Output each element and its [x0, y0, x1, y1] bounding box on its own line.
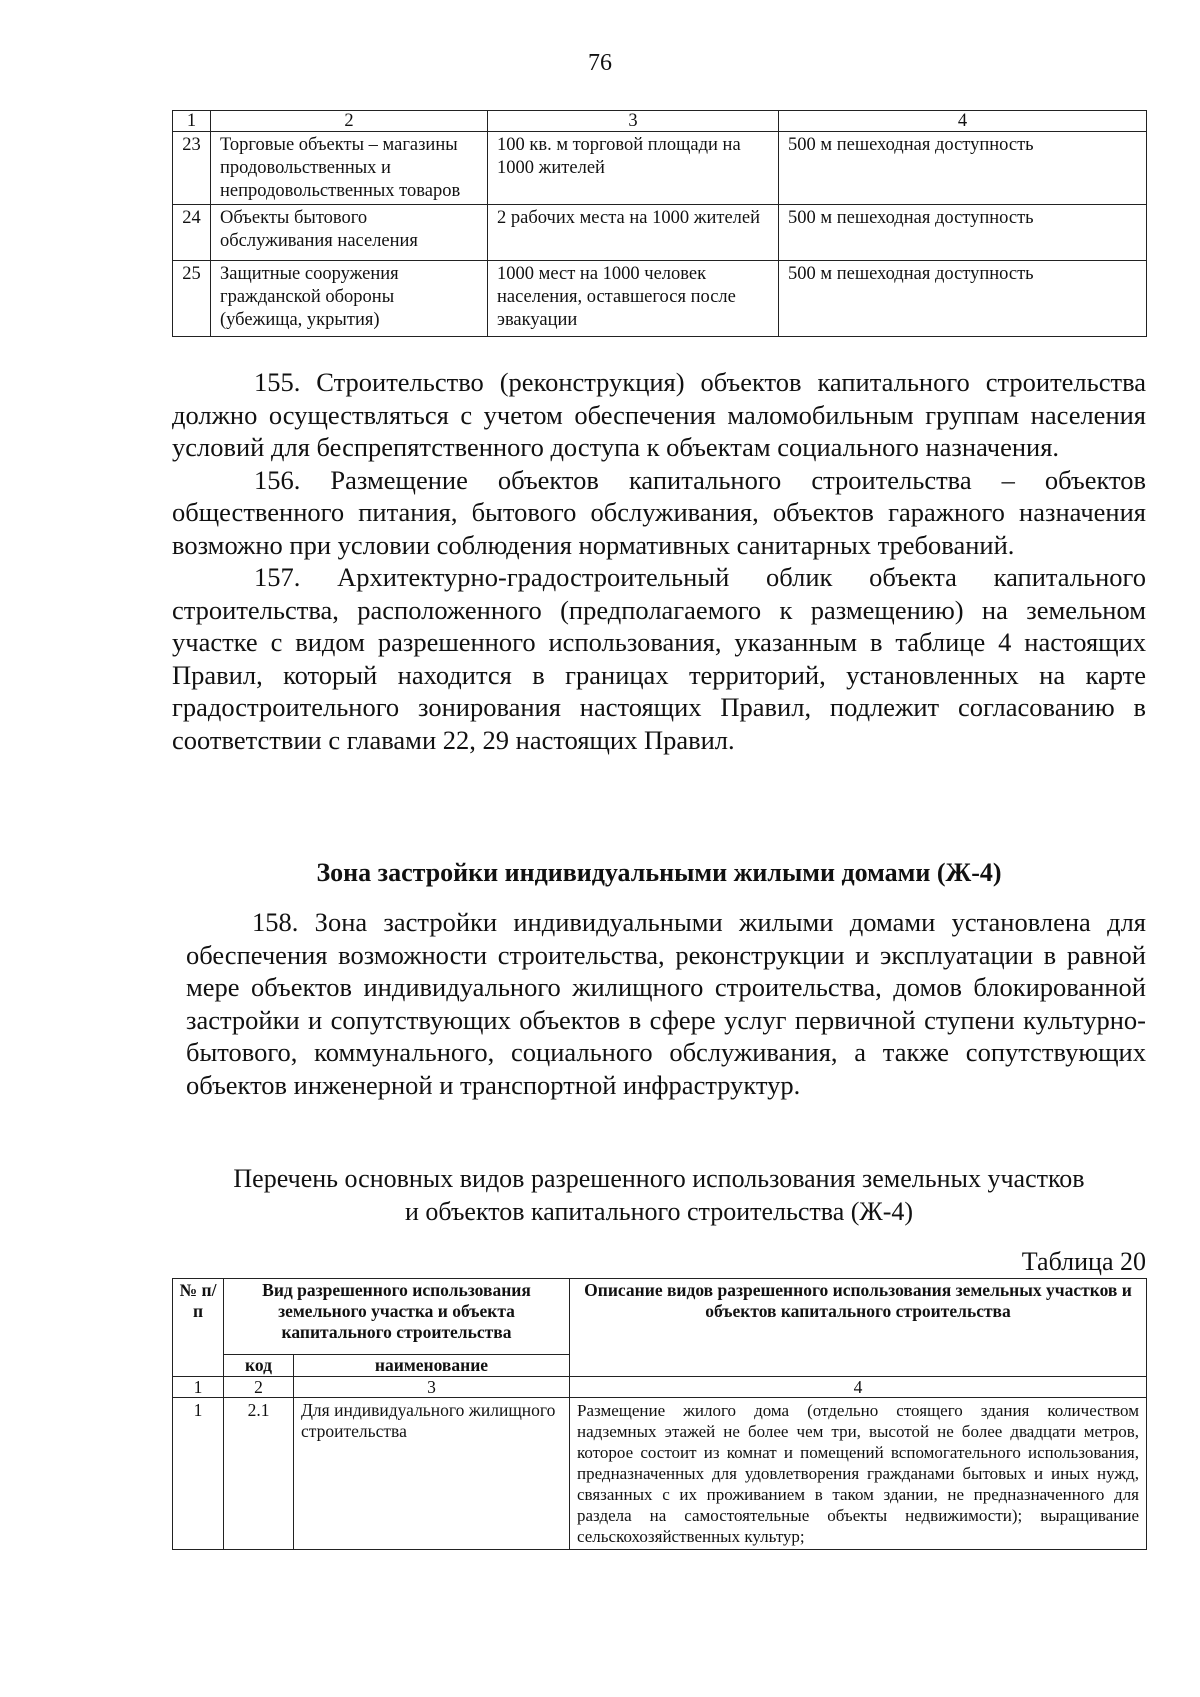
- column-header-number: № п/п: [173, 1279, 224, 1377]
- column-index: 1: [173, 1377, 224, 1398]
- table-label: Таблица 20: [1021, 1247, 1146, 1276]
- facility-name: Защитные сооружения гражданской обороны (убежища, укрытия): [211, 261, 488, 337]
- column-index: 3: [294, 1377, 570, 1398]
- column-header-name: наименование: [294, 1355, 570, 1377]
- paragraph-158: 158. Зона застройки индивидуальными жилыми домами установлена для обеспечения возможности строительства, реконструкции и эксплуатации в равной мере объектов индивидуального жилищного строительства, домов блокированной застройки и сопутствующих объектов в сфере услуг первичной ступени культурно-бытового, коммунального, социального обслуживания, а также сопутствующих объектов инженерной и транспортной инфраструктур.: [186, 907, 1146, 1100]
- facility-access: 500 м пешеходная доступность: [779, 205, 1147, 261]
- facility-name: Торговые объекты – магазины продовольственных и непродовольственных товаров: [211, 132, 488, 205]
- column-header-description: Описание видов разрешенного использования земельных участков и объектов капитального строительства: [570, 1279, 1147, 1377]
- facility-access: 500 м пешеходная доступность: [779, 132, 1147, 205]
- use-description: Размещение жилого дома (отдельно стоящего здания количеством надземных этажей не более чем три, высотой не более двадцати метров, которое состоит из комнат и помещений вспомогательного использования, предназначенных для удовлетворения гражданами бытовых и иных нужд, связанных с их проживанием в таком здании, не предназначенного для раздела на самостоятельные объекты недвижимости); выращивание сельскохозяйственных культур;: [570, 1398, 1147, 1550]
- use-code: 2.1: [224, 1398, 294, 1550]
- table-header-row: [173, 1279, 1147, 1355]
- facility-norm: 1000 мест на 1000 человек населения, оставшегося после эвакуации: [488, 261, 779, 337]
- column-index: 2: [224, 1377, 294, 1398]
- list-title-line-1: Перечень основных видов разрешенного использования земельных участков: [233, 1164, 1085, 1193]
- column-index: 3: [488, 111, 779, 132]
- facility-norm: 2 рабочих места на 1000 жителей: [488, 205, 779, 261]
- column-index: 2: [211, 111, 488, 132]
- facilities-table-continued: [172, 110, 1147, 337]
- column-index: 4: [570, 1377, 1147, 1398]
- table-row: [173, 205, 1147, 261]
- list-title: [172, 1162, 1146, 1228]
- paragraph-155: 155. Строительство (реконструкция) объектов капитального строительства должно осуществляться с учетом обеспечения маломобильным группам населения условий для беспрепятственного доступа к объектам социального назначения.: [172, 367, 1146, 462]
- column-index: 1: [173, 111, 211, 132]
- row-number: 1: [173, 1398, 224, 1550]
- column-header-code: код: [224, 1355, 294, 1377]
- facility-name: Объекты бытового обслуживания населения: [211, 205, 488, 261]
- table-row: [173, 132, 1147, 205]
- table-header-row: [173, 111, 1147, 132]
- zone-heading: Зона застройки индивидуальными жилыми домами (Ж-4): [316, 858, 1002, 887]
- paragraph-156: 156. Размещение объектов капитального строительства – объектов общественного питания, бытового обслуживания, объектов гаражного назначения возможно при условии соблюдения нормативных санитарных требований.: [172, 464, 1146, 560]
- column-header-kind: Вид разрешенного использования земельного участка и объекта капитального строительства: [224, 1279, 570, 1355]
- use-name: Для индивидуального жилищного строительства: [294, 1398, 570, 1550]
- paragraphs-155-157: [172, 366, 1146, 756]
- page-number: 76: [588, 50, 612, 76]
- land-use-table: [172, 1278, 1147, 1550]
- table-row: [173, 261, 1147, 337]
- column-index: 4: [779, 111, 1147, 132]
- list-title-line-2: и объектов капитального строительства (Ж-4): [404, 1197, 914, 1226]
- row-number: 25: [173, 261, 211, 337]
- table-row: [173, 1398, 1147, 1550]
- row-number: 23: [173, 132, 211, 205]
- row-number: 24: [173, 205, 211, 261]
- paragraph-157: 157. Архитектурно-градостроительный облик объекта капитального строительства, расположенного (предполагаемого к размещению) на земельном участке с видом разрешенного использования, указанным в таблице 4 настоящих Правил, который находится в границах территорий, установленных на карте градостроительного зонирования настоящих Правил, подлежит согласованию в соответствии с главами 22, 29 настоящих Правил.: [172, 562, 1146, 755]
- facility-access: 500 м пешеходная доступность: [779, 261, 1147, 337]
- facility-norm: 100 кв. м торговой площади на 1000 жителей: [488, 132, 779, 205]
- table-index-row: [173, 1377, 1147, 1398]
